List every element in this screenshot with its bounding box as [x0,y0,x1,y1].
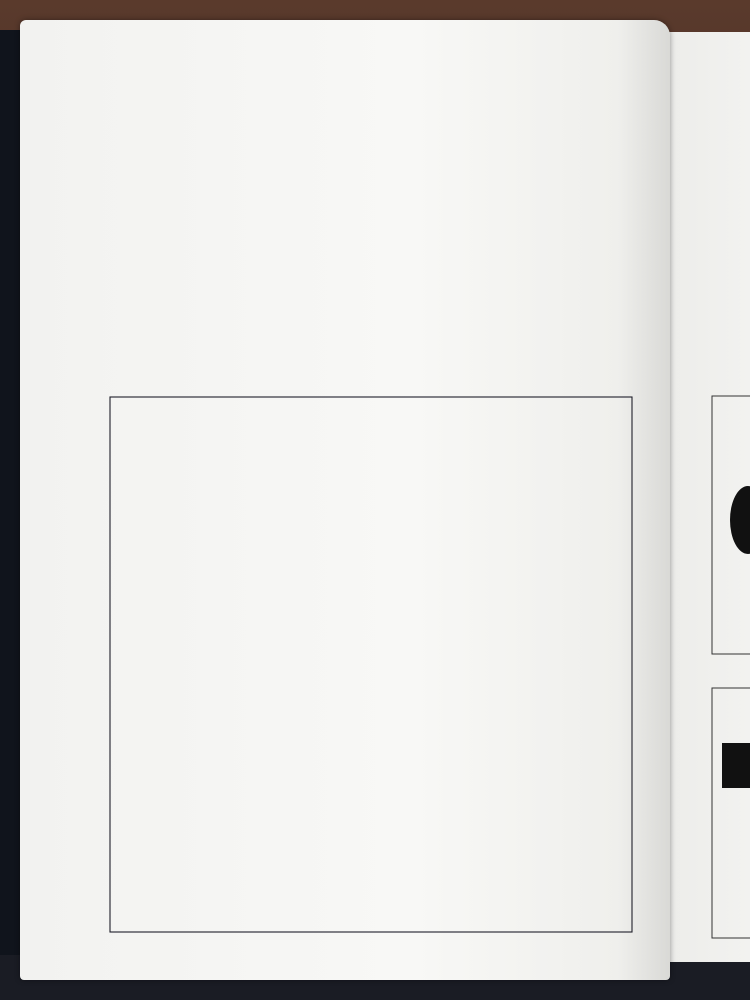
right-page-figures [712,396,750,938]
grid-frame [110,397,632,932]
